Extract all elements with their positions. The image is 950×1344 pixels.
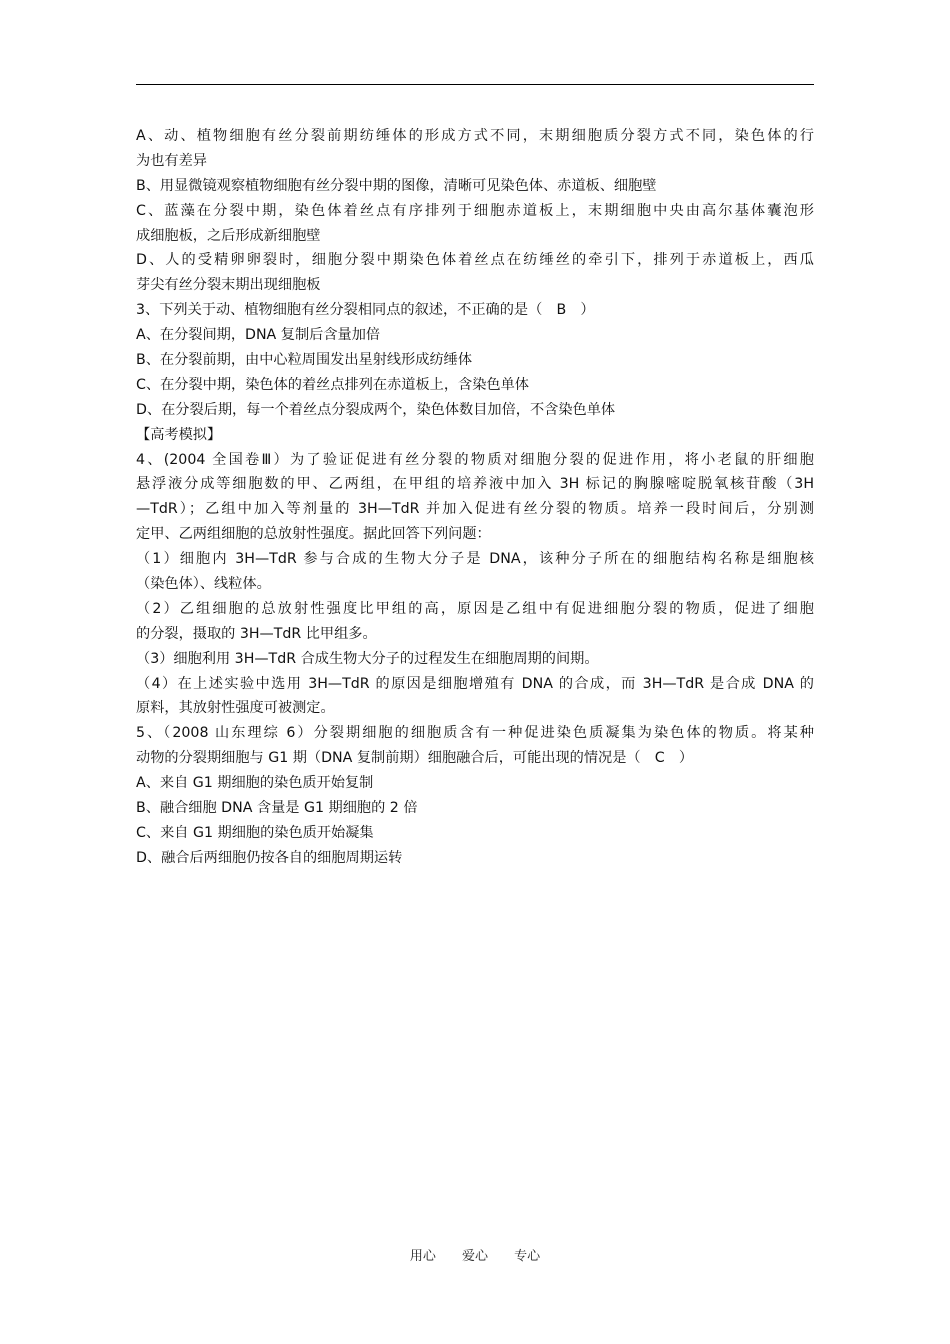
text-line: 悬浮液分成等细胞数的甲、乙两组，在甲组的培养液中加入 3H 标记的胸腺嘧啶脱氧核苷酸（3H xyxy=(136,476,814,493)
answer-2: （2）乙组细胞的总放射性强度比甲组的高，原因是乙组中有促进细胞分裂的物质，促进了细胞 xyxy=(136,600,814,617)
question-4-stem: 4、(2004 全国卷Ⅲ）为了验证促进有丝分裂的物质对细胞分裂的促进作用，将小老鼠的肝细胞 xyxy=(136,451,814,468)
answer-4: （4）在上述实验中选用 3H—TdR 的原因是细胞增殖有 DNA 的合成，而 3H—TdR 是合成 DNA 的 xyxy=(136,675,814,692)
text-line: 为也有差异 xyxy=(136,152,207,169)
text-line: A、动、植物细胞有丝分裂前期纺缍体的形成方式不同，末期细胞质分裂方式不同，染色体的行 xyxy=(136,128,814,144)
option-a: A、在分裂间期，DNA 复制后含量加倍 xyxy=(136,327,381,344)
section-heading: 【高考模拟】 xyxy=(136,426,222,443)
option-d: D、融合后两细胞仍按各自的细胞周期运转 xyxy=(136,849,403,866)
text-line: —TdR）；乙组中加入等剂量的 3H—TdR 并加入促进有丝分裂的物质。培养一段时间后，分别测 xyxy=(136,501,814,518)
text-line: 原料，其放射性强度可被测定。 xyxy=(136,700,335,717)
text-line: （染色体）、线粒体。 xyxy=(136,576,271,593)
answer-1: （1）细胞内 3H—TdR 参与合成的生物大分子是 DNA，该种分子所在的细胞结构名称是细胞核 xyxy=(136,551,814,568)
text-line: B、用显微镜观察植物细胞有丝分裂中期的图像，清晰可见染色体、赤道板、细胞壁 xyxy=(136,177,657,194)
answer-3: （3）细胞利用 3H—TdR 合成生物大分子的过程发生在细胞周期的间期。 xyxy=(136,650,599,667)
option-c: C、在分裂中期，染色体的着丝点排列在赤道板上，含染色单体 xyxy=(136,376,529,393)
question-3-stem: 3、下列关于动、植物细胞有丝分裂相同点的叙述，不正确的是（ B ） xyxy=(136,302,595,319)
question-5-stem: 5、（2008 山东理综 6）分裂期细胞的细胞质含有一种促进染色质凝集为染色体的物质。将某种 xyxy=(136,725,814,742)
option-a: A、来自 G1 期细胞的染色质开始复制 xyxy=(136,775,374,792)
text-line: 的分裂，摄取的 3H—TdR 比甲组多。 xyxy=(136,625,377,642)
document-body xyxy=(136,124,816,871)
text-line: D、人的受精卵卵裂时，细胞分裂中期染色体着丝点在纺缍丝的牵引下，排列于赤道板上，西瓜 xyxy=(136,252,814,269)
option-c: C、来自 G1 期细胞的染色质开始凝集 xyxy=(136,824,374,841)
text-line: 动物的分裂期细胞与 G1 期（DNA 复制前期）细胞融合后，可能出现的情况是（ C ） xyxy=(136,750,694,767)
footer-item: 用心 xyxy=(409,1249,436,1264)
text-line: 成细胞板，之后形成新细胞壁 xyxy=(136,227,321,244)
page-footer xyxy=(0,1248,950,1266)
text-line: 芽尖有丝分裂末期出现细胞板 xyxy=(136,277,321,294)
option-d: D、在分裂后期，每一个着丝点分裂成两个，染色体数目加倍，不含染色单体 xyxy=(136,401,616,418)
footer-item: 爱心 xyxy=(461,1249,488,1264)
header-rule xyxy=(136,84,814,85)
option-b: B、融合细胞 DNA 含量是 G1 期细胞的 2 倍 xyxy=(136,800,418,817)
footer-item: 专心 xyxy=(514,1249,541,1264)
text-line: C、蓝藻在分裂中期，染色体着丝点有序排列于细胞赤道板上，末期细胞中央由高尔基体囊泡形 xyxy=(136,202,814,219)
option-b: B、在分裂前期，由中心粒周围发出星射线形成纺缍体 xyxy=(136,352,473,369)
text-line: 定甲、乙两组细胞的总放射性强度。据此回答下列问题： xyxy=(136,526,491,543)
